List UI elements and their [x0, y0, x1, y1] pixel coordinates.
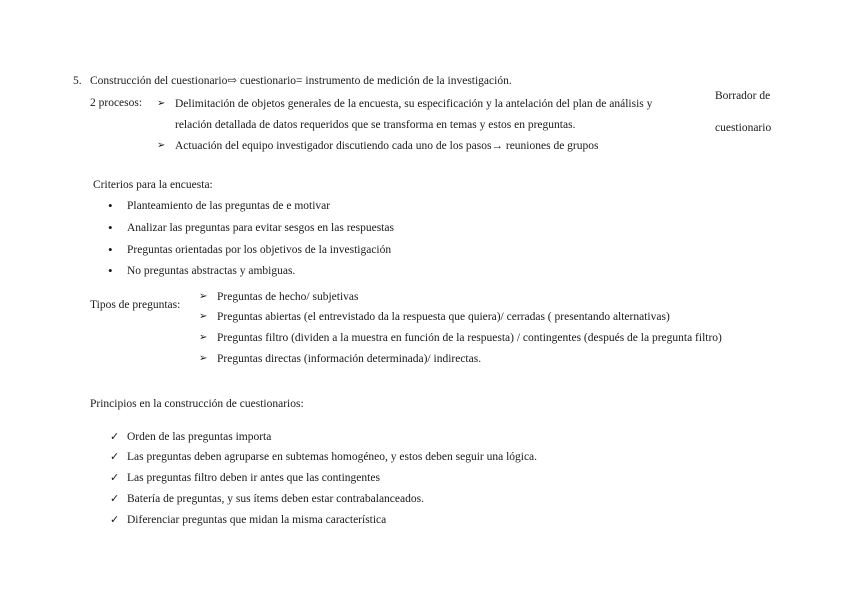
- proceso-2-line1: Actuación del equipo investigador discutiendo cada uno de los pasos→ reuniones de grupos: [175, 140, 599, 152]
- criterios-title: Criterios para la encuesta:: [93, 179, 213, 191]
- arrow-bullet-icon: ➢: [157, 140, 166, 151]
- arrow-bullet-icon: ➢: [199, 353, 208, 364]
- principio-item: Las preguntas filtro deben ir antes que las contingentes: [127, 472, 380, 484]
- tipo-item: Preguntas de hecho/ subjetivas: [217, 291, 359, 303]
- criterio-item: Preguntas orientadas por los objetivos de la investigación: [127, 244, 392, 256]
- check-icon: ✓: [110, 493, 120, 505]
- procesos-label: 2 procesos:: [90, 97, 143, 109]
- arrow-bullet-icon: ➢: [199, 291, 208, 302]
- arrow-bullet-icon: ➢: [199, 311, 208, 322]
- section-number: 5.: [73, 75, 82, 87]
- criterio-item: Planteamiento de las preguntas de e motivar: [127, 200, 331, 212]
- check-icon: ✓: [110, 472, 120, 484]
- check-icon: ✓: [110, 514, 120, 526]
- tipo-item: Preguntas abiertas (el entrevistado da la respuesta que quiera)/ cerradas ( presentando alternativas): [217, 311, 670, 323]
- check-icon: ✓: [110, 451, 120, 463]
- bullet-icon: •: [108, 198, 113, 213]
- tipo-item: Preguntas filtro (dividen a la muestra en función de la respuesta) / contingentes (después de la pregunta filtro): [217, 332, 722, 344]
- tipo-item: Preguntas directas (información determinada)/ indirectas.: [217, 353, 482, 365]
- side-note-line1: Borrador de: [715, 90, 771, 102]
- principio-item: Orden de las preguntas importa: [127, 431, 272, 443]
- side-note-line2: cuestionario: [715, 122, 772, 134]
- section-heading: Construcción del cuestionario⇨ cuestionario= instrumento de medición de la investigación.: [90, 75, 512, 87]
- check-icon: ✓: [110, 431, 120, 443]
- principio-item: Las preguntas deben agruparse en subtemas homogéneo, y estos deben seguir una lógica.: [127, 451, 538, 463]
- criterio-item: No preguntas abstractas y ambiguas.: [127, 265, 296, 277]
- tipos-label: Tipos de preguntas:: [90, 299, 181, 311]
- criterio-item: Analizar las preguntas para evitar sesgos en las respuestas: [127, 222, 394, 234]
- arrow-bullet-icon: ➢: [157, 98, 166, 109]
- principio-item: Batería de preguntas, y sus ítems deben estar contrabalanceados.: [127, 493, 424, 505]
- bullet-icon: •: [108, 242, 113, 257]
- principio-item: Diferenciar preguntas que midan la misma característica: [127, 514, 387, 526]
- arrow-bullet-icon: ➢: [199, 332, 208, 343]
- bullet-icon: •: [108, 220, 113, 235]
- proceso-1-line2: relación detallada de datos requeridos que se transforma en temas y estos en preguntas.: [175, 119, 576, 131]
- proceso-1-line1: Delimitación de objetos generales de la encuesta, su especificación y la antelación del plan de análisis y: [175, 98, 653, 110]
- principios-title: Principios en la construcción de cuestionarios:: [90, 398, 304, 410]
- bullet-icon: •: [108, 263, 113, 278]
